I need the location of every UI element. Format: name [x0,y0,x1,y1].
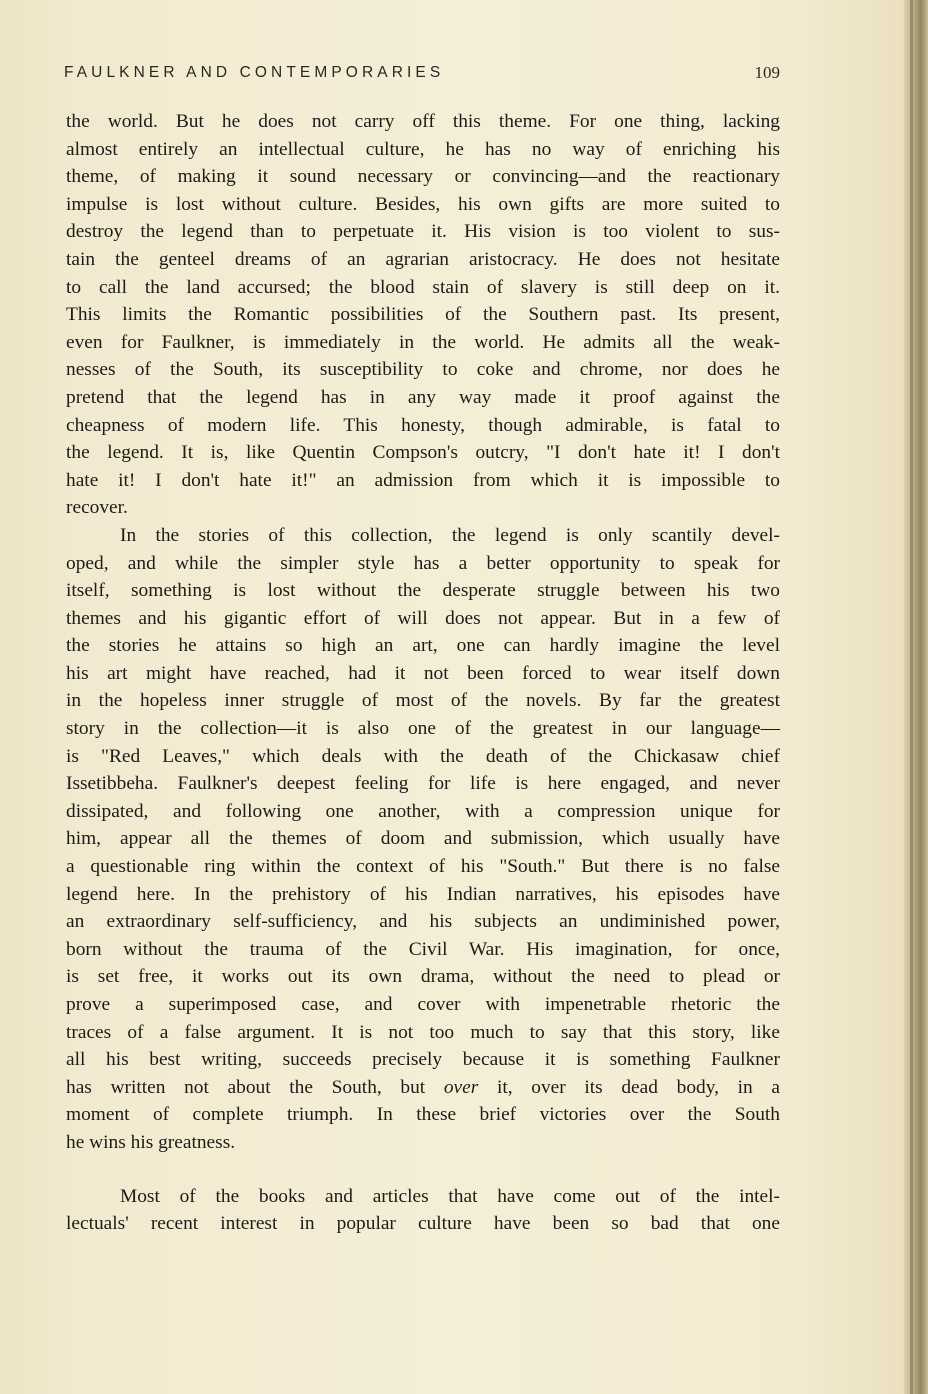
text-line: hate it! I don't hate it!" an admission from which it is impossible to [66,469,780,491]
text-line: recover. [66,497,128,519]
text-line: traces of a false argument. It is not too much to say that this story, like [66,1021,780,1043]
text-line: destroy the legend than to perpetuate it. His vision is too violent to sus- [66,221,780,243]
text-line: oped, and while the simpler style has a better opportunity to speak for [66,552,780,574]
text-line: even for Faulkner, is immediately in the world. He admits all the weak- [66,331,780,353]
text-line: story in the collection—it is also one of the greatest in our language— [66,718,780,740]
body-text [66,108,780,1238]
text-line: In the stories of this collection, the legend is only scantily devel- [120,524,780,546]
text-line: theme, of making it sound necessary or convincing—and the reactionary [66,166,780,188]
text-line: almost entirely an intellectual culture, he has no way of enriching his [66,138,780,160]
text-line: born without the trauma of the Civil War. His imagination, for once, [66,938,780,960]
paragraph-2 [66,522,780,1157]
page-edge [904,0,928,1394]
text-line: pretend that the legend has in any way made it proof against the [66,386,780,408]
text-line: This limits the Romantic possibilities of the Southern past. Its present, [66,304,780,326]
text-line: legend here. In the prehistory of his Indian narratives, his episodes have [66,883,780,905]
text-line: the stories he attains so high an art, one can hardly imagine the level [66,635,780,657]
text-line: moment of complete triumph. In these brief victories over the South [66,1104,780,1126]
text-line: itself, something is lost without the desperate struggle between his two [66,580,780,602]
text-line: his art might have reached, had it not been forced to wear itself down [66,662,780,684]
text-line: is set free, it works out its own drama, without the need to plead or [66,966,780,988]
text-line: nesses of the South, its susceptibility to coke and chrome, nor does he [66,359,780,381]
text-line: themes and his gigantic effort of will does not appear. But in a few of [66,607,780,629]
paragraph-3 [66,1183,780,1238]
text-line: he wins his greatness. [66,1131,236,1153]
text-line: the legend. It is, like Quentin Compson's outcry, "I don't hate it! I don't [66,442,780,464]
text-line: to call the land accursed; the blood stain of slavery is still deep on it. [66,276,780,298]
text-run: has written not about the South, but [66,1076,444,1098]
text-line: prove a superimposed case, and cover with impenetrable rhetoric the [66,994,780,1015]
page-number: 109 [754,63,780,82]
text-line: all his best writing, succeeds precisely because it is something Faulkner [66,1049,780,1071]
text-line-with-italic [66,1074,780,1102]
paragraph-1 [66,108,780,522]
text-line: the world. But he does not carry off this theme. For one thing, lacking [66,111,780,132]
text-line: impulse is lost without culture. Besides, his own gifts are more suited to [66,193,780,215]
text-line: cheapness of modern life. This honesty, though admirable, is fatal to [66,414,780,436]
text-line: him, appear all the themes of doom and submission, which usually have [66,828,780,850]
text-line: an extraordinary self-sufficiency, and his subjects an undiminished power, [66,911,780,933]
text-line: tain the genteel dreams of an agrarian aristocracy. He does not hesitate [66,248,780,270]
text-line: a questionable ring within the context of his "South." But there is no false [66,856,780,878]
text-line: is "Red Leaves," which deals with the death of the Chickasaw chief [66,745,780,767]
text-run: it, over its dead body, in a [478,1076,781,1098]
section-break [66,1157,780,1183]
page-header [64,63,780,87]
running-head: FAULKNER AND CONTEMPORARIES [64,64,445,81]
italic-word: over [443,1076,479,1098]
text-line: dissipated, and following one another, with a compression unique for [66,800,780,822]
text-line: Issetibbeha. Faulkner's deepest feeling for life is here engaged, and never [66,773,780,795]
text-line: Most of the books and articles that have come out of the intel- [120,1185,780,1207]
text-line: in the hopeless inner struggle of most of the novels. By far the greatest [66,690,780,712]
text-line: lectuals' recent interest in popular culture have been so bad that one [66,1213,780,1235]
